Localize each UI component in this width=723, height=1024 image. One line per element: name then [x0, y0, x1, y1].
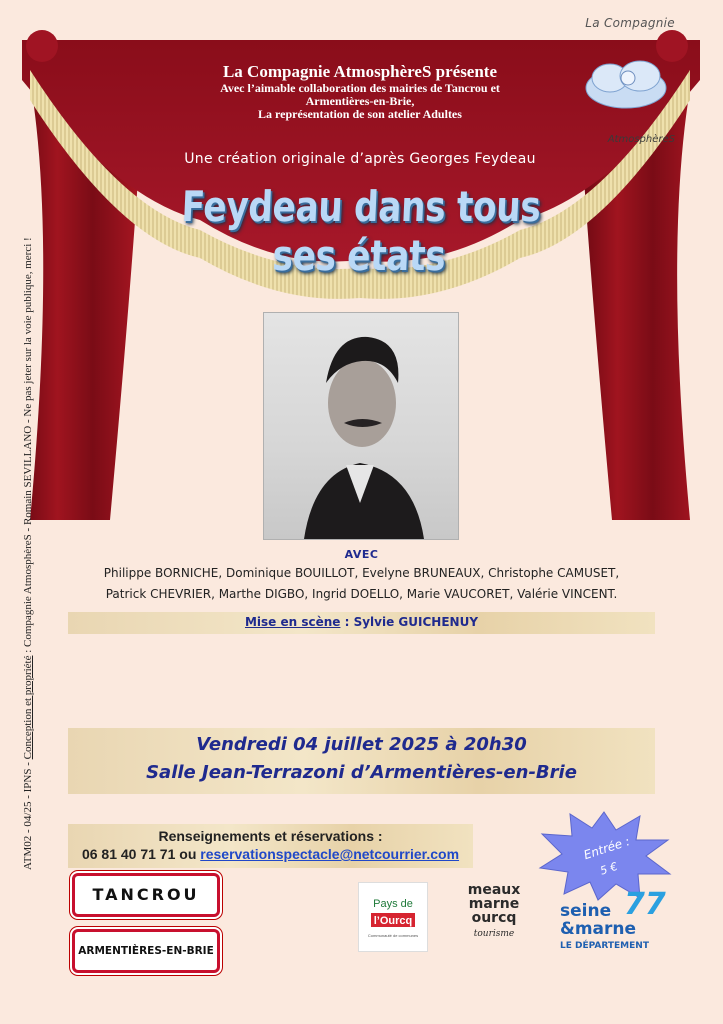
collaboration-line-2: Armentières-en-Brie, [305, 94, 415, 108]
svg-text:&marne: &marne [560, 919, 637, 939]
cast-line-1: Philippe BORNICHE, Dominique BOUILLOT, Evelyne BRUNEAUX, Christophe CAMUSET, [103, 566, 620, 580]
svg-text:77: 77 [624, 887, 666, 922]
svg-text:Communauté de communes: Communauté de communes [367, 933, 419, 938]
company-logo-subtext: AtmosphèreS [607, 134, 675, 145]
reservation-title: Renseignements et réservations : [158, 828, 383, 844]
svg-text:LE DÉPARTEMENT: LE DÉPARTEMENT [560, 941, 649, 951]
collaboration-line-1: Avec l’aimable collaboration des mairies de Tancrou et [220, 81, 500, 95]
collaboration-lines [140, 82, 580, 121]
reservation-contact: 06 81 40 71 71 ou reservationspectacle@netcourrier.com [81, 846, 460, 862]
event-venue: Salle Jean-Terrazoni d’Armentières-en-Brie [146, 762, 577, 783]
svg-text:meaux: meaux [467, 882, 521, 898]
company-logo-text: La Compagnie [585, 16, 675, 30]
reservation-phone: 06 81 40 71 71 [81, 846, 176, 862]
entry-price: 5 € [598, 859, 620, 878]
svg-text:tourisme: tourisme [473, 929, 515, 939]
show-title: Feydeau dans tous ses états [180, 182, 542, 280]
subtitle: Une création originale d’après Georges Feydeau [184, 151, 536, 167]
legal-notice: ATM02 - 04/25 - IPNS - Conception et propriété : Compagnie AtmosphèreS - Romain SEVILLANO - Ne pas jeter sur la voie publique, merci ! [22, 237, 34, 870]
feydeau-portrait [263, 312, 459, 540]
svg-text:l’Ourcq: l’Ourcq [373, 915, 413, 927]
svg-text:Pays de: Pays de [373, 898, 413, 910]
reservation-email-link[interactable]: reservationspectacle@netcourrier.com [200, 846, 460, 862]
svg-text:marne: marne [468, 896, 520, 912]
town-sign-tancrou: TANCROU [72, 873, 220, 917]
pays-de-lourcq-logo [358, 882, 428, 952]
town-sign-armentieres: ARMENTIÈRES-EN-BRIE [72, 929, 220, 973]
svg-text:ourcq: ourcq [471, 910, 517, 926]
cast-line-2: Patrick CHEVRIER, Marthe DIGBO, Ingrid DOELLO, Marie VAUCORET, Valérie VINCENT. [105, 587, 618, 601]
seine-et-marne-logo [558, 880, 666, 951]
cloud-logo-icon [580, 56, 672, 124]
meaux-marne-ourcq-tourisme-logo [458, 880, 530, 942]
cast-heading: AVEC [344, 548, 379, 561]
collaboration-line-3: La représentation de son atelier Adultes [258, 107, 462, 121]
entry-label: Entrée : [582, 834, 632, 863]
direction-credit: Mise en scène : Sylvie GUICHENUY [244, 615, 479, 629]
svg-text:seine: seine [560, 901, 612, 921]
presenter-line: La Compagnie AtmosphèreS présente [222, 62, 498, 81]
event-date: Vendredi 04 juillet 2025 à 20h30 [196, 734, 527, 755]
